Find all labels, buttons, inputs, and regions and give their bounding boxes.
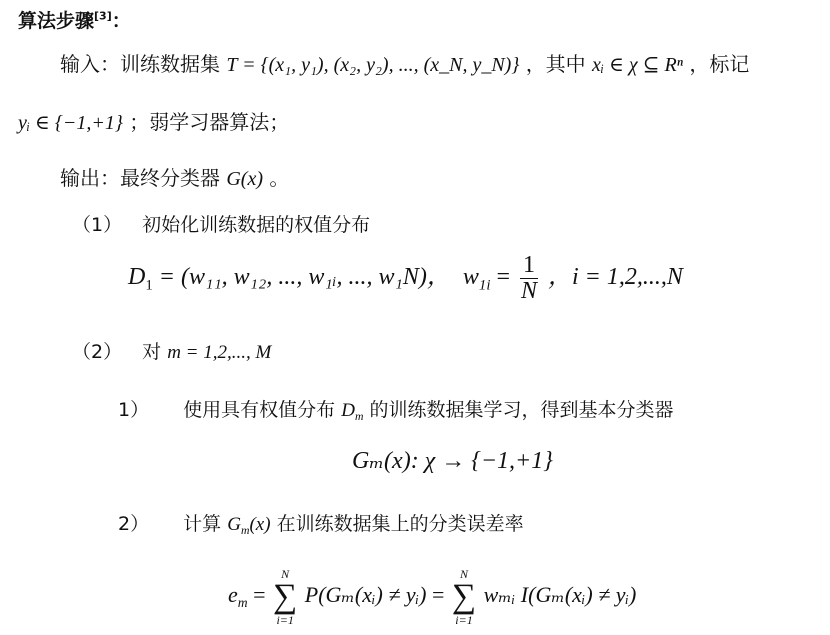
sum-2-sigma: ∑ (451, 578, 477, 615)
step-1 (72, 210, 370, 237)
reference-marker: [3] (94, 9, 112, 23)
fraction-numerator: 1 (520, 253, 538, 279)
weight-dist-symbol: D (341, 400, 355, 421)
error-rate-formula (228, 568, 636, 626)
fraction-denominator: N (520, 278, 537, 305)
dist-body: = (w₁₁, w₁₂, ..., w₁ᵢ, ..., w₁N)， (152, 264, 451, 291)
dist-symbol: D (128, 264, 146, 291)
label-condition: yᵢ ∈ {−1,+1} (18, 112, 123, 134)
sum-2 (452, 568, 476, 626)
substep-2-text-after: 在训练数据集上的分类误差率 (276, 513, 524, 535)
step-2-text: 对 (142, 341, 162, 363)
weight-symbol: w (462, 264, 479, 291)
step-2-number: （2） (72, 341, 123, 363)
input-paragraph (60, 48, 749, 77)
iteration-range: m = 1,2,..., M (167, 342, 272, 363)
output-paragraph (60, 162, 289, 191)
error-equals-1: = (247, 582, 272, 608)
input-middle-text: ，其中 (525, 52, 586, 76)
base-classifier-formula: Gₘ(x): χ → {−1,+1} (352, 448, 553, 474)
error-subscript: m (237, 594, 248, 610)
classifier-argument: (x) (249, 514, 271, 535)
sum-1-sigma: ∑ (273, 578, 298, 615)
sum-2-upper: N (460, 567, 469, 581)
weight-fraction (520, 253, 538, 304)
substep-1-text-after: 的训练数据集学习，得到基本分类器 (369, 399, 674, 421)
step-1-number: （1） (72, 214, 123, 236)
title-text: 算法步骤 (18, 10, 95, 32)
input-label: 输入：训练数据集 (60, 52, 220, 76)
error-symbol: e (228, 582, 238, 608)
error-equals-2: = (426, 582, 450, 608)
weight-dist-subscript: m (354, 410, 364, 424)
sum-1-lower: i=1 (276, 613, 294, 627)
weight-subscript: 1i (478, 277, 491, 294)
probability-term: P(Gₘ(xᵢ) ≠ yᵢ) (304, 582, 427, 608)
substep-2 (118, 509, 524, 538)
input-paragraph-continued (18, 106, 289, 135)
output-end: 。 (269, 166, 290, 190)
weight-init-formula (128, 253, 683, 304)
sum-1 (273, 568, 297, 626)
step-1-text: 初始化训练数据的权值分布 (142, 214, 371, 236)
substep-1-text-before: 使用具有权值分布 (183, 399, 336, 421)
final-classifier: G(x) (226, 168, 263, 190)
substep-2-text-before: 计算 (183, 513, 222, 535)
substep-1-number: 1） (118, 399, 150, 421)
substep-2-number: 2） (118, 513, 150, 535)
classifier-symbol: G (227, 514, 241, 535)
section-title (18, 6, 131, 33)
weighted-indicator-term: wₘᵢ I(Gₘ(xᵢ) ≠ yᵢ) (483, 582, 637, 608)
title-colon: ： (111, 10, 131, 32)
weight-equals: = (490, 264, 516, 291)
classifier-subscript: m (240, 524, 250, 538)
index-range: ，i = 1,2,...,N (548, 264, 683, 291)
dist-subscript: 1 (145, 277, 153, 294)
input-tail-text: ，标记 (689, 52, 750, 76)
training-set-expression: T = {(x₁, y₁), (x₂, y₂), ..., (x_N, y_N)} (226, 54, 520, 76)
output-label: 输出：最终分类器 (60, 166, 220, 190)
feature-space-condition: xᵢ ∈ χ ⊆ Rⁿ (592, 54, 683, 76)
weak-learner-text: ；弱学习器算法； (129, 110, 290, 134)
substep-1 (118, 395, 674, 424)
step-2 (72, 337, 271, 364)
sum-1-upper: N (281, 567, 290, 581)
sum-2-lower: i=1 (455, 613, 473, 627)
